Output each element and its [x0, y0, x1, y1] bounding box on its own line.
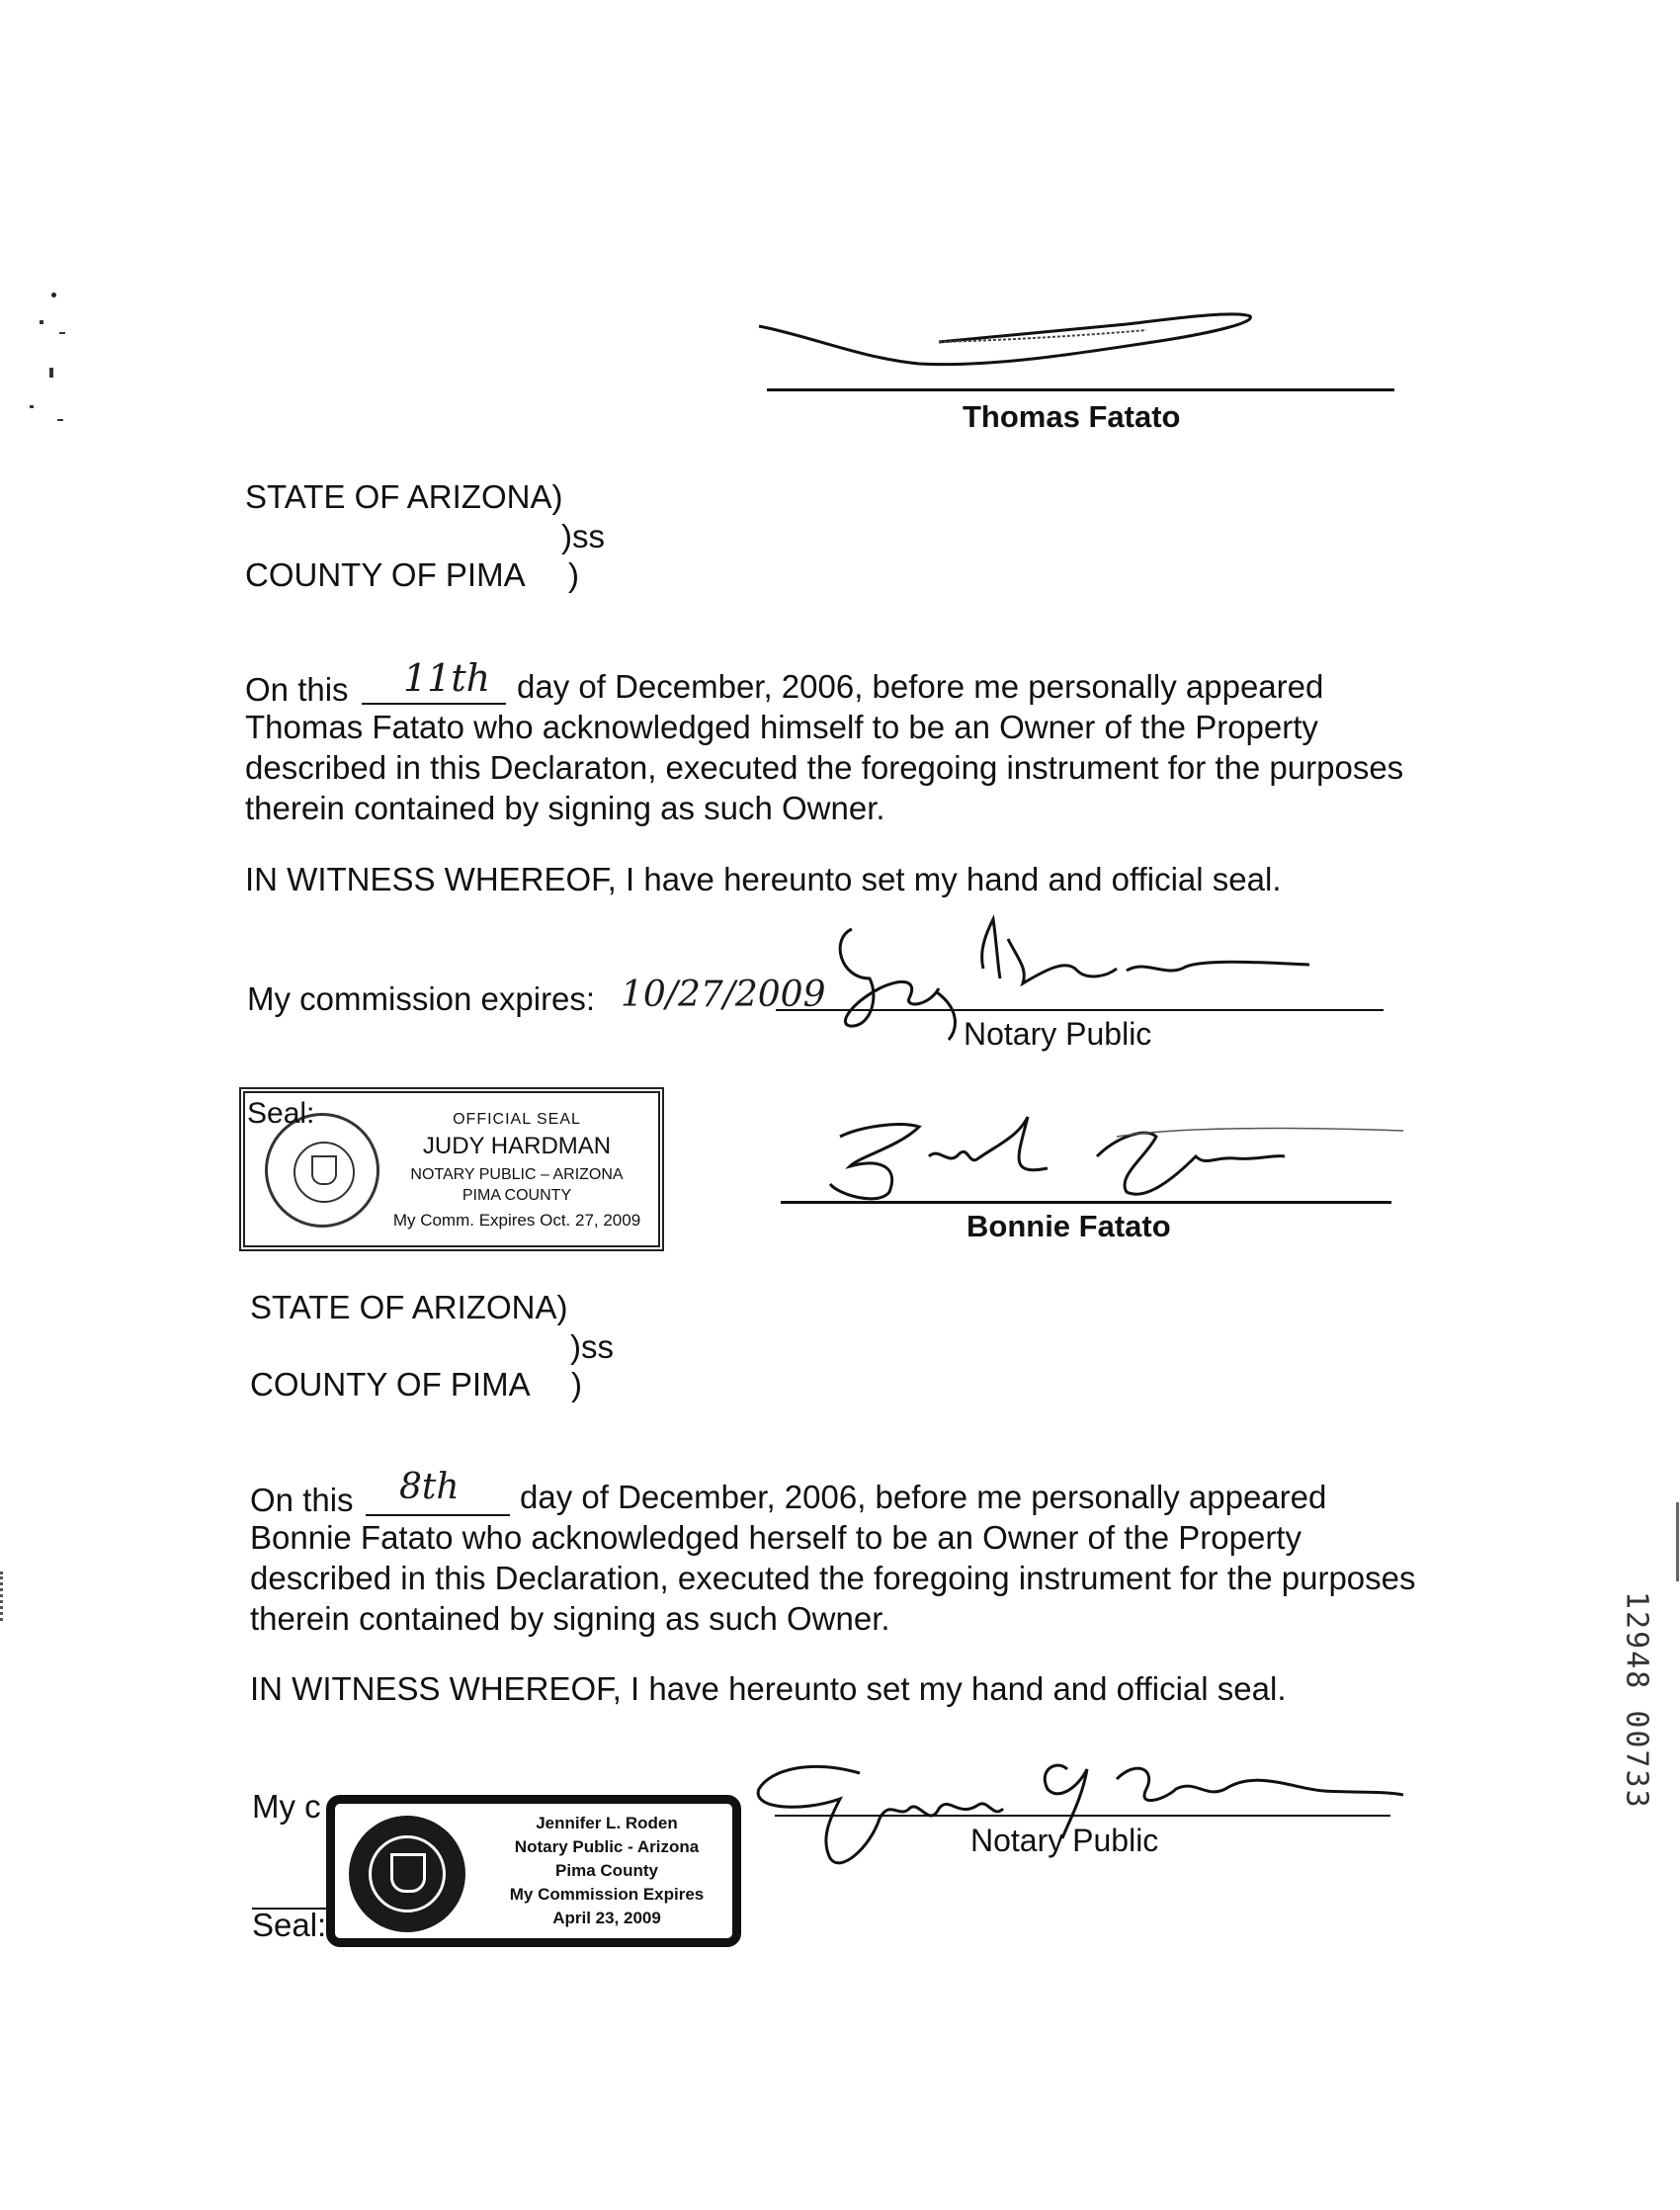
commission-label: My commission expires:	[247, 980, 596, 1017]
commission-date-handwritten: 10/27/2009	[621, 975, 826, 1015]
on-this-label: On this	[250, 1482, 354, 1518]
seal-line: Pima County	[555, 1861, 658, 1880]
commission-label: My c	[252, 1788, 321, 1825]
seal-line: OFFICIAL SEAL	[453, 1111, 581, 1128]
scan-mark	[49, 368, 53, 378]
notary-seal-stamp	[326, 1795, 741, 1947]
scan-mark	[30, 405, 34, 408]
county-paren: )	[568, 556, 579, 593]
scan-edge-mark	[1676, 1502, 1679, 1581]
paragraph-line: Thomas Fatato who acknowledged himself to be an Owner of the Property	[245, 709, 1318, 745]
scan-mark	[40, 320, 43, 324]
paragraph-line: described in this Declaration, executed the foregoing instrument for the purposes	[250, 1560, 1416, 1596]
signer-name-bonnie: Bonnie Fatato	[966, 1209, 1171, 1243]
signature-line-bonnie	[781, 1201, 1391, 1204]
county-line: COUNTY OF PIMA	[250, 1366, 531, 1402]
paragraph-line: described in this Declaraton, executed the foregoing instrument for the purposes	[245, 749, 1404, 786]
seal-line: My Comm. Expires Oct. 27, 2009	[392, 1211, 641, 1230]
state-seal-emblem	[265, 1113, 379, 1228]
seal-line: My Commission Expires	[509, 1885, 705, 1904]
recording-number	[1617, 1591, 1656, 1815]
state-seal-emblem	[349, 1816, 465, 1932]
ack1-paragraph	[245, 666, 1403, 828]
notary-signature-line	[775, 1815, 1390, 1817]
county-line: COUNTY OF PIMA	[245, 556, 526, 593]
seal-line: Notary Public - Arizona	[514, 1837, 700, 1856]
notary-public-label: Notary Public	[970, 1823, 1159, 1858]
witness-statement: IN WITNESS WHEREOF, I have hereunto set my hand and official seal.	[245, 861, 1282, 897]
paragraph-line: day of December, 2006, before me personally appeared	[520, 1479, 1327, 1515]
signature-line-thomas	[767, 388, 1394, 391]
seal-text	[483, 1814, 730, 1928]
seal-line: JUDY HARDMAN	[422, 1133, 612, 1159]
scan-mark	[51, 293, 56, 298]
day-handwritten: 8th	[399, 1467, 460, 1507]
paragraph-line: therein contained by signing as such Owner.	[245, 790, 885, 826]
bonnie-fatato-signature	[820, 1097, 1413, 1206]
paragraph-line: day of December, 2006, before me personally appeared	[517, 668, 1324, 705]
paragraph-line: therein contained by signing as such Owner.	[250, 1600, 890, 1637]
county-paren: )	[571, 1366, 582, 1402]
ss-line: )ss	[561, 518, 605, 554]
recording-number-text: 12948 00733	[1619, 1591, 1654, 1810]
paragraph-line: Bonnie Fatato who acknowledged herself to be an Owner of the Property	[250, 1519, 1302, 1556]
seal-text	[374, 1111, 660, 1231]
seal-line: April 23, 2009	[552, 1909, 661, 1927]
notary-public-label: Notary Public	[964, 1016, 1152, 1052]
scan-edge-mark	[0, 1572, 7, 1621]
seal-line: Jennifer L. Roden	[536, 1814, 678, 1832]
seal-line: NOTARY PUBLIC – ARIZONA	[410, 1166, 624, 1183]
signer-name-thomas: Thomas Fatato	[963, 399, 1181, 434]
day-handwritten: 11th	[403, 656, 491, 700]
thomas-fatato-signature	[751, 297, 1265, 376]
scan-mark	[59, 332, 65, 334]
seal-line: PIMA COUNTY	[462, 1187, 572, 1204]
state-line: STATE OF ARIZONA)	[245, 478, 563, 515]
state-line: STATE OF ARIZONA)	[250, 1289, 568, 1325]
seal-label: Seal:	[247, 1097, 315, 1130]
seal-label: Seal:	[252, 1907, 327, 1943]
scan-mark	[57, 419, 63, 421]
ss-line: )ss	[570, 1328, 614, 1365]
witness-statement: IN WITNESS WHEREOF, I have hereunto set my hand and official seal.	[250, 1670, 1287, 1707]
ack2-paragraph	[250, 1477, 1416, 1639]
on-this-label: On this	[245, 671, 349, 708]
